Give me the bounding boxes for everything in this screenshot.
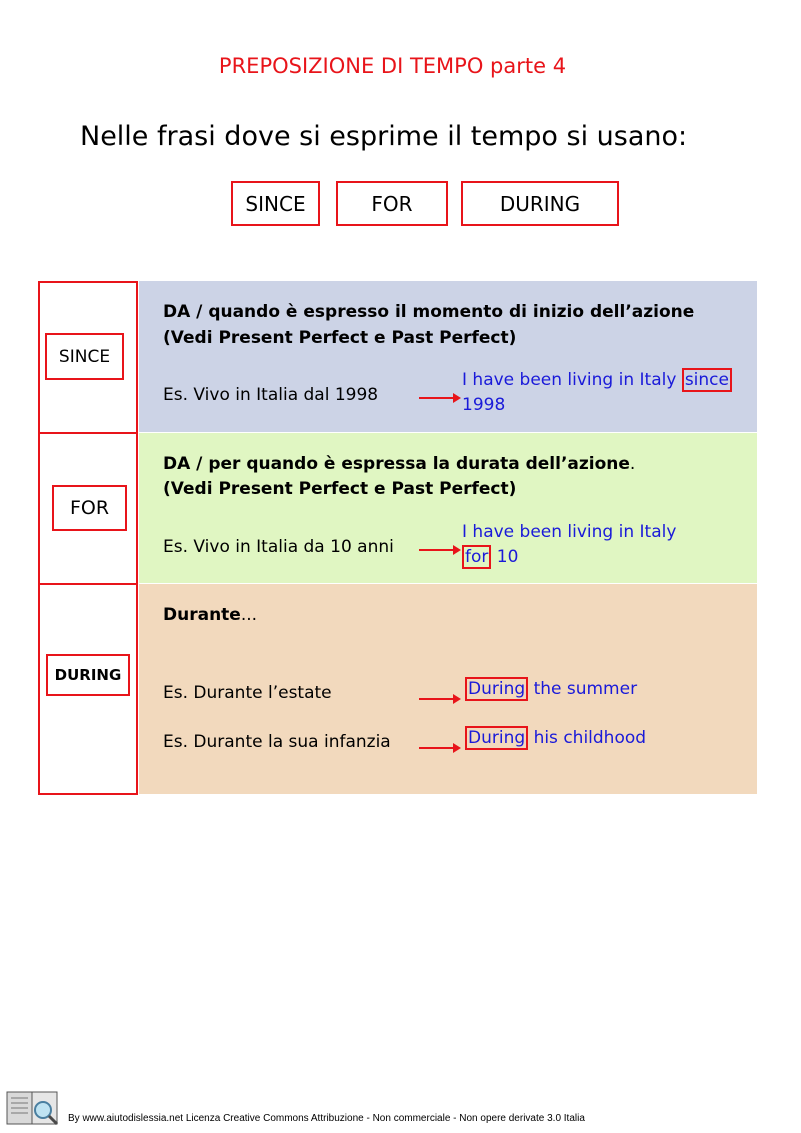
since-ref: (Vedi Present Perfect e Past Perfect) [163, 328, 517, 348]
during-example-2: Es. Durante la sua infanzia [163, 732, 391, 752]
arrow-icon [419, 693, 461, 705]
for-example: Es. Vivo in Italia da 10 anni [163, 537, 394, 557]
for-translation-text: I have been living in Italy [462, 522, 677, 542]
chip-during: DURING [461, 181, 619, 226]
since-translation-tail: 1998 [462, 395, 506, 415]
page-subtitle: Nelle frasi dove si esprime il tempo si usano: [80, 121, 688, 152]
for-rule-text: DA / per quando è espressa la durata dell’azione [163, 454, 630, 474]
since-translation [462, 368, 752, 418]
during-heading-tail: ... [240, 605, 258, 625]
since-rule: DA / quando è espresso il momento di inizio dell’azione [163, 302, 695, 322]
chip-for: FOR [336, 181, 448, 226]
during-heading-text: Durante [163, 605, 241, 625]
arrow-icon [419, 742, 461, 754]
since-label: SINCE [45, 333, 124, 380]
during-example-1: Es. Durante l’estate [163, 683, 332, 703]
for-translation [462, 520, 752, 570]
for-translation-tail: 10 [496, 547, 519, 567]
during-translation-2-tail: his childhood [533, 728, 647, 748]
page-title: PREPOSIZIONE DI TEMPO parte 4 [218, 54, 567, 78]
book-logo-icon [5, 1086, 63, 1128]
during-translation-1 [465, 677, 637, 702]
for-ref: (Vedi Present Perfect e Past Perfect) [163, 479, 517, 499]
since-translation-text: I have been living in Italy [462, 370, 677, 390]
during-translation-2 [465, 726, 646, 751]
footer-license: By www.aiutodislessia.net Licenza Creative Commons Attribuzione - Non commerciale - Non opere derivate 3.0 Italia [68, 1113, 585, 1124]
for-label: FOR [52, 485, 127, 531]
during-heading [163, 605, 257, 625]
for-rule [163, 454, 635, 474]
since-example: Es. Vivo in Italia dal 1998 [163, 385, 379, 405]
arrow-icon [419, 392, 461, 404]
since-keyword: since [682, 368, 732, 392]
arrow-icon [419, 544, 461, 556]
chip-since: SINCE [231, 181, 320, 226]
during-translation-1-tail: the summer [533, 679, 638, 699]
during-label: DURING [46, 654, 130, 696]
during-keyword-1: During [465, 677, 528, 701]
during-keyword-2: During [465, 726, 528, 750]
for-keyword: for [462, 545, 491, 569]
for-rule-tail: . [629, 454, 636, 474]
